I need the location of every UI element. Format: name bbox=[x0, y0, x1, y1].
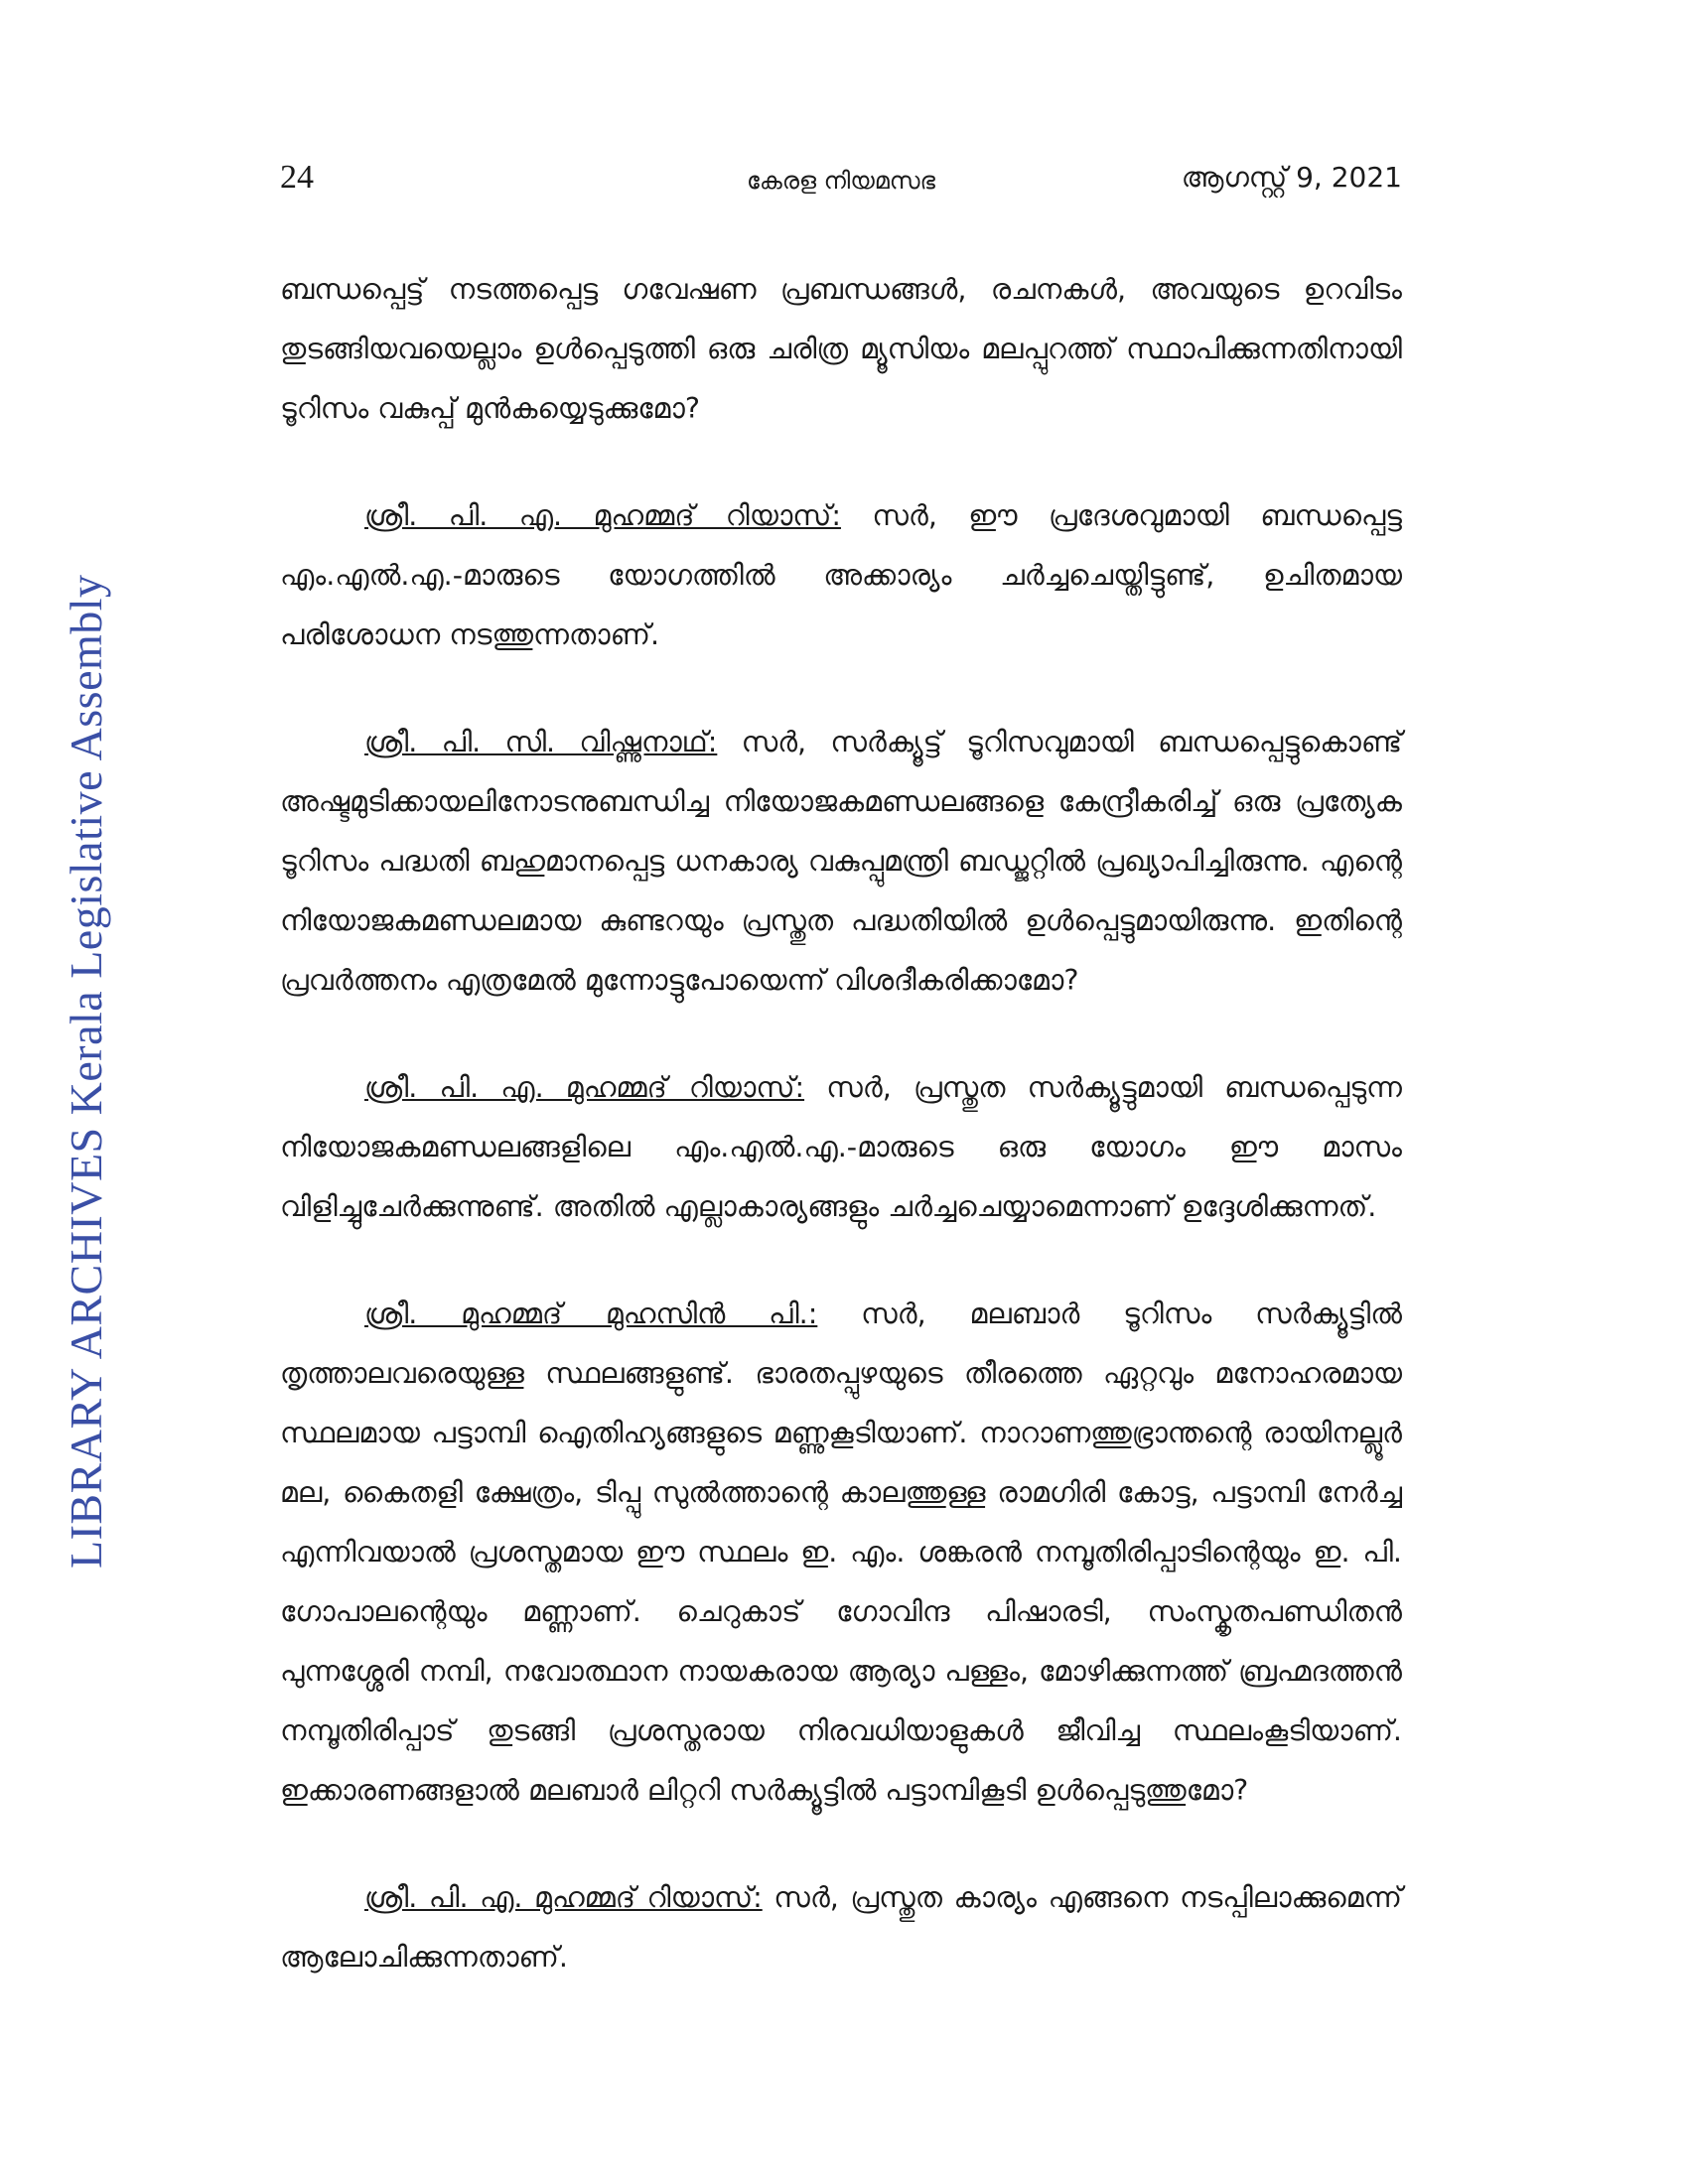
paragraph-text: ബന്ധപ്പെട്ട് നടത്തപ്പെട്ട ഗവേഷണ പ്രബന്ധങ്ങൾ, രചനകൾ, അവയുടെ ഉറവിടം തുടങ്ങിയവയെല്ലാം ഉൾപ്പെടുത്തി ഒരു ചരിത്ര മ്യൂസിയം മലപ്പുറത്ത് സ്ഥാപിക്കുന്നതിനായി ടൂറിസം വകുപ്പ് മുൻകയ്യെടുക്കുമോ? bbox=[280, 273, 1402, 425]
page-header bbox=[280, 159, 1402, 208]
page-number: 24 bbox=[280, 159, 314, 196]
paragraph-text: സർ, ഈ പ്രദേശവുമായി ബന്ധപ്പെട്ട എം.എൽ.എ.-മാരുടെ യോഗത്തിൽ അക്കാര്യം ചർച്ചചെയ്തിട്ടുണ്ട്, ഉചിതമായ പരിശോധന നടത്തുന്നതാണ്. bbox=[280, 499, 1402, 651]
archive-watermark: LIBRARY ARCHIVES Kerala Legislative Assembly bbox=[61, 574, 111, 1569]
paragraph-text: സർ, പ്രസ്തുത കാര്യം എങ്ങനെ നടപ്പിലാക്കുമെന്ന് ആലോചിക്കുന്നതാണ്. bbox=[280, 1881, 1403, 1974]
paragraph-6 bbox=[280, 1868, 1402, 1987]
paragraph-text: സർ, മലബാർ ടൂറിസം സർക്യൂട്ടിൽ തൃത്താലവരെയുള്ള സ്ഥലങ്ങളുണ്ട്. ഭാരതപ്പുഴയുടെ തീരത്തെ ഏറ്റവും മനോഹരമായ സ്ഥലമായ പട്ടാമ്പി ഐതിഹ്യങ്ങളുടെ മണ്ണുകൂടിയാണ്. നാറാണത്തുഭ്രാന്തന്റെ രായിനല്ലൂർ മല, കൈതളി ക്ഷേത്രം, ടിപ്പു സുൽത്താന്റെ കാലത്തുള്ള രാമഗിരി കോട്ട, പട്ടാമ്പി നേർച്ച എന്നിവയാൽ പ്രശസ്തമായ ഈ സ്ഥലം ഇ. എം. ശങ്കരൻ നമ്പൂതിരിപ്പാടിന്റെയും ഇ. പി. ഗോപാലന്റെയും മണ്ണാണ്. ചെറുകാട് ഗോവിന്ദ പിഷാരടി, സംസ്കൃതപണ്ഡിതൻ പുന്നശ്ശേരി നമ്പി, നവോത്ഥാന നായകരായ ആര്യാ പള്ളം, മോഴിക്കുന്നത്ത് ബ്രഹ്മദത്തൻ നമ്പൂതിരിപ്പാട് തുടങ്ങി പ്രശസ്തരായ നിരവധിയാളുകൾ ജീവിച്ച സ്ഥലംകൂടിയാണ്. ഇക്കാരണങ്ങളാൽ മലബാർ ലിറ്ററി സർക്യൂട്ടിൽ പട്ടാമ്പികൂടി ഉൾപ്പെടുത്തുമോ? bbox=[280, 1297, 1402, 1807]
paragraph-text: സർ, സർക്യൂട്ട് ടൂറിസവുമായി ബന്ധപ്പെട്ടുകൊണ്ട് അഷ്ടമുടിക്കായലിനോടനുബന്ധിച്ച നിയോജകമണ്ഡലങ്ങളെ കേന്ദ്രീകരിച്ച് ഒരു പ്രത്യേക ടൂറിസം പദ്ധതി ബഹുമാനപ്പെട്ട ധനകാര്യ വകുപ്പുമന്ത്രി ബഡ്ജറ്റിൽ പ്രഖ്യാപിച്ചിരുന്നു. എന്റെ നിയോജകമണ്ഡലമായ കുണ്ടറയും പ്രസ്തുത പദ്ധതിയിൽ ഉൾപ്പെട്ടുമായിരുന്നു. ഇതിന്റെ പ്രവർത്തനം എത്രമേൽ മുന്നോട്ടുപോയെന്ന് വിശദീകരിക്കാമോ? bbox=[280, 726, 1403, 997]
speaker-name: ശ്രീ. പി. എ. മുഹമ്മദ് റിയാസ്: bbox=[364, 1071, 805, 1104]
paragraph-4 bbox=[280, 1058, 1402, 1237]
running-title: കേരള നിയമസഭ bbox=[746, 167, 936, 195]
paragraph-5 bbox=[280, 1285, 1402, 1821]
header-date: ആഗസ്റ്റ് 9, 2021 bbox=[1181, 161, 1402, 194]
speaker-name: ശ്രീ. പി. സി. വിഷ്ണുനാഥ്: bbox=[364, 726, 718, 758]
speaker-name: ശ്രീ. മുഹമ്മദ് മുഹസിൻ പി.: bbox=[364, 1297, 818, 1330]
paragraph-text: സർ, പ്രസ്തുത സർക്യൂട്ടുമായി ബന്ധപ്പെടുന്ന നിയോജകമണ്ഡലങ്ങളിലെ എം.എൽ.എ.-മാരുടെ ഒരു യോഗം ഈ മാസം വിളിച്ചുചേർക്കുന്നുണ്ട്. അതിൽ എല്ലാകാര്യങ്ങളും ചർച്ചചെയ്യാമെന്നാണ് ഉദ്ദേശിക്കുന്നത്. bbox=[280, 1071, 1402, 1223]
proceedings-body bbox=[280, 260, 1402, 2035]
paragraph-1 bbox=[280, 260, 1402, 439]
speaker-name: ശ്രീ. പി. എ. മുഹമ്മദ് റിയാസ്: bbox=[364, 1881, 763, 1914]
speaker-name: ശ്രീ. പി. എ. മുഹമ്മദ് റിയാസ്: bbox=[364, 499, 841, 532]
paragraph-3 bbox=[280, 713, 1402, 1011]
paragraph-2 bbox=[280, 486, 1402, 665]
